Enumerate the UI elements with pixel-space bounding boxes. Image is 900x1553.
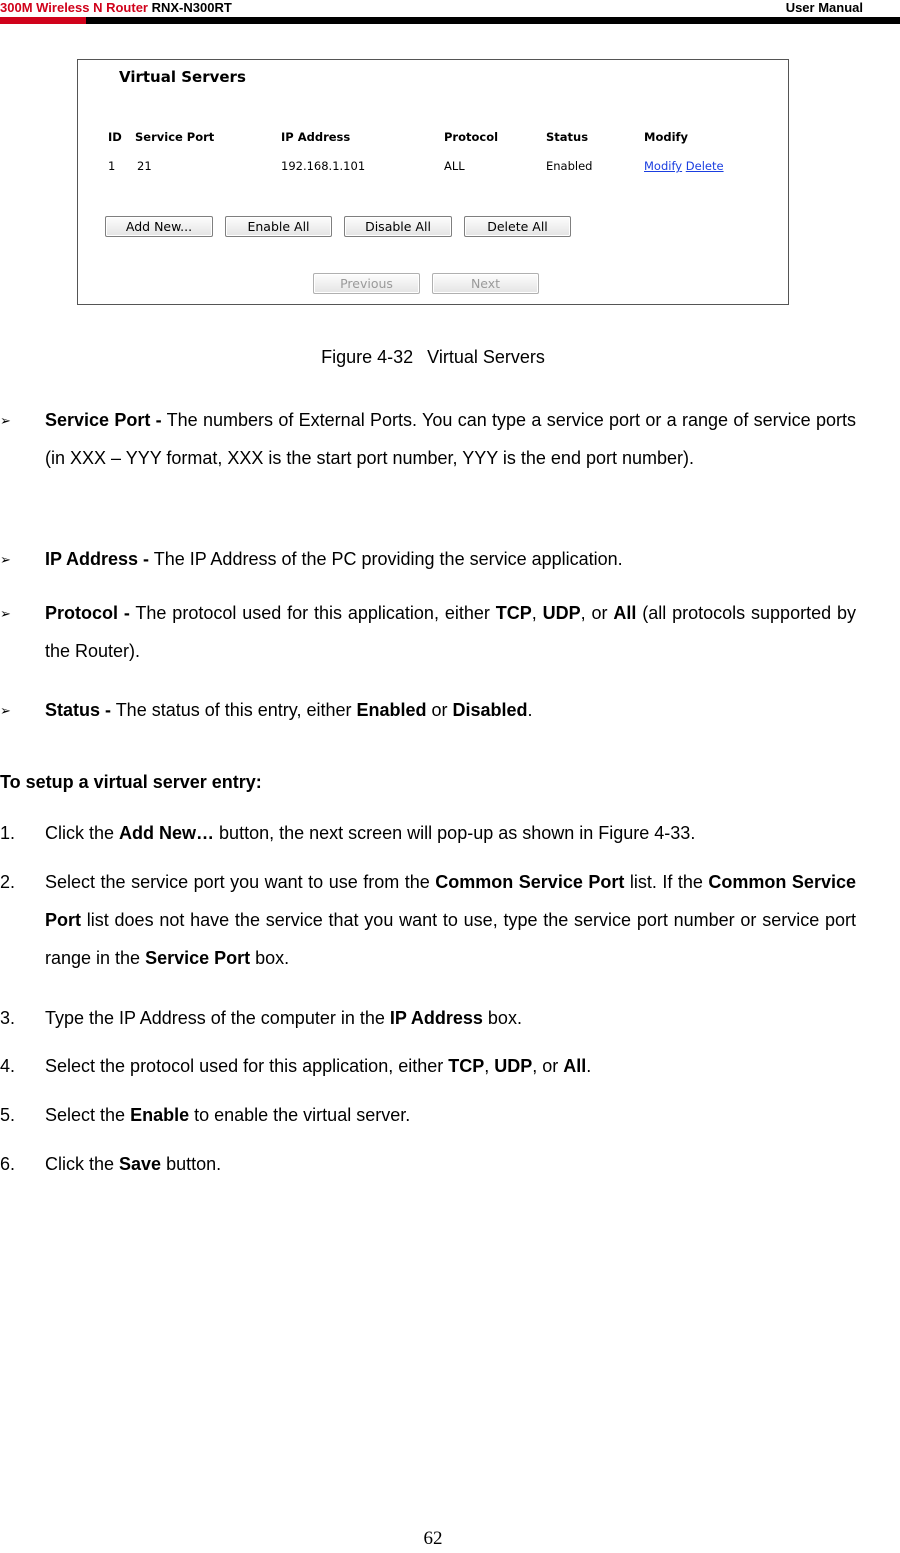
step-body: Select the: [45, 1105, 131, 1125]
disable-all-button[interactable]: Disable All: [344, 216, 452, 237]
step-text: [45, 863, 856, 977]
step-number: 5.: [0, 1105, 16, 1125]
arrow-bullet-icon: ➢: [0, 552, 11, 567]
add-new-button[interactable]: Add New...: [105, 216, 213, 237]
bullet-bold: All: [613, 603, 637, 623]
bullet-bold: Disabled: [452, 700, 528, 720]
col-header-id: ID: [108, 130, 122, 144]
modify-link[interactable]: Modify: [644, 159, 683, 173]
figure-caption: [0, 347, 866, 368]
step-number: 3.: [0, 1008, 16, 1028]
bullet-text: [45, 594, 856, 670]
step-body: list. If the: [624, 872, 709, 892]
bullet-body: ,: [531, 603, 543, 623]
step-6: [0, 1145, 856, 1183]
arrow-bullet-icon: ➢: [0, 606, 11, 621]
step-bold: Common Service Port: [45, 872, 856, 930]
step-5: [0, 1096, 856, 1134]
step-text: [45, 999, 856, 1037]
header-model: RNX-N300RT: [148, 0, 232, 15]
step-bold: Common Service Port: [435, 872, 625, 892]
bullet-body: (all protocols supported by the Router).: [45, 603, 856, 661]
step-bold: Service Port: [145, 948, 251, 968]
step-text: [45, 1047, 856, 1085]
step-bold: Add New…: [119, 823, 215, 843]
header-rule: [0, 17, 900, 24]
screenshot-title: Virtual Servers: [119, 68, 246, 86]
bullet-body: The protocol used for this application, either: [129, 603, 496, 623]
step-body: box.: [250, 948, 290, 968]
step-body: .: [586, 1056, 592, 1076]
step-body: Click the: [45, 823, 120, 843]
bullet-text: [45, 540, 856, 578]
cell-status: Enabled: [546, 159, 593, 173]
step-body: to enable the virtual server.: [189, 1105, 411, 1125]
step-4: [0, 1047, 856, 1085]
bullet-service-port: [0, 401, 856, 515]
cell-ip-address: 192.168.1.101: [281, 159, 366, 173]
virtual-servers-screenshot: [77, 59, 789, 305]
step-body: Click the: [45, 1154, 120, 1174]
bullet-label: Status -: [45, 700, 112, 720]
step-body: Select the service port you want to use from the: [45, 872, 436, 892]
step-body: button.: [161, 1154, 222, 1174]
step-text: [45, 814, 856, 852]
step-bold: IP Address: [389, 1008, 483, 1028]
arrow-bullet-icon: ➢: [0, 703, 11, 718]
col-header-modify: Modify: [644, 130, 689, 144]
bullet-bold: UDP: [542, 603, 581, 623]
previous-button[interactable]: Previous: [313, 273, 420, 294]
delete-all-button[interactable]: Delete All: [464, 216, 571, 237]
cell-service-port: 21: [137, 159, 152, 173]
header-manual-label: User Manual: [785, 0, 863, 15]
cell-modify: [644, 159, 724, 173]
col-header-protocol: Protocol: [444, 130, 499, 144]
step-body: Type the IP Address of the computer in the: [45, 1008, 390, 1028]
step-bold: Enable: [130, 1105, 190, 1125]
setup-heading: To setup a virtual server entry:: [0, 772, 262, 792]
bullet-text: [45, 691, 856, 729]
bullet-bold: TCP: [495, 603, 532, 623]
arrow-bullet-icon: ➢: [0, 413, 11, 428]
header-product: [0, 0, 232, 15]
cell-id: 1: [108, 159, 116, 173]
step-body: box.: [482, 1008, 522, 1028]
col-header-service-port: Service Port: [135, 130, 215, 144]
step-number: 4.: [0, 1056, 16, 1076]
header-product-name: 300M Wireless N Router: [0, 0, 148, 15]
col-header-status: Status: [546, 130, 589, 144]
step-2: [0, 863, 856, 977]
col-header-ip-address: IP Address: [281, 130, 351, 144]
bullet-label: IP Address -: [45, 549, 150, 569]
step-body: ,: [484, 1056, 495, 1076]
bullet-text: [45, 401, 856, 477]
step-number: 2.: [0, 872, 16, 892]
step-text: [45, 1096, 856, 1134]
cell-protocol: ALL: [444, 159, 465, 173]
delete-link[interactable]: Delete: [685, 159, 724, 173]
bullet-bold: Enabled: [356, 700, 427, 720]
bullet-label: Service Port -: [45, 410, 162, 430]
step-body: , or: [532, 1056, 564, 1076]
figure-number: Figure 4-32: [321, 347, 414, 367]
step-bold: TCP: [448, 1056, 485, 1076]
next-button[interactable]: Next: [432, 273, 539, 294]
bullet-label: Protocol -: [45, 603, 130, 623]
bullet-body: The status of this entry, either: [111, 700, 357, 720]
step-1: [0, 814, 856, 852]
step-body: list does not have the service that you want to use, type the service port number or service port range in the: [45, 910, 856, 968]
bullet-status: [0, 691, 856, 729]
step-3: [0, 999, 856, 1037]
bullet-body: The numbers of External Ports. You can type a service port or a range of service ports (in XXX – YYY format, XXX is the start port number, YYY is the end port number).: [45, 410, 856, 468]
step-bold: UDP: [494, 1056, 533, 1076]
step-text: [45, 1145, 856, 1183]
bullet-protocol: [0, 594, 856, 670]
step-bold: All: [563, 1056, 587, 1076]
bullet-body: .: [527, 700, 533, 720]
step-body: button, the next screen will pop-up as shown in Figure 4-33.: [214, 823, 696, 843]
header-rule-accent: [0, 17, 86, 24]
page-number: 62: [423, 1528, 443, 1549]
step-body: Select the protocol used for this application, either: [45, 1056, 449, 1076]
figure-title: Virtual Servers: [427, 347, 545, 367]
step-number: 6.: [0, 1154, 16, 1174]
step-bold: Save: [119, 1154, 162, 1174]
bullet-body: The IP Address of the PC providing the service application.: [149, 549, 623, 569]
step-number: 1.: [0, 823, 16, 843]
bullet-ip-address: [0, 540, 856, 578]
enable-all-button[interactable]: Enable All: [225, 216, 332, 237]
bullet-body: , or: [580, 603, 614, 623]
page-header: [0, 0, 900, 26]
bullet-body: or: [426, 700, 453, 720]
